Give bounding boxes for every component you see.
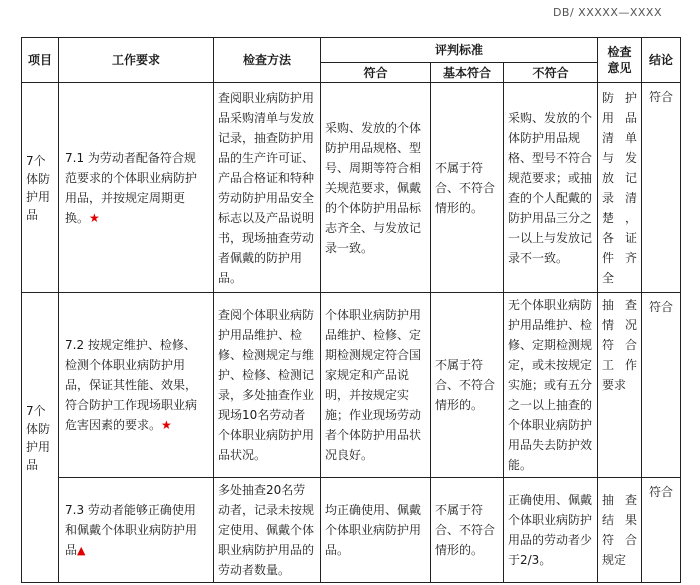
project-cell <box>22 83 59 293</box>
comply-text: 个体职业病防护用品维护、检修、定期检测规定符合国家规定和产品说明，并按规定实施；作业现场劳动者个体防护用品状况良好。 <box>325 308 422 462</box>
header-criteria: 评判标准 <box>321 38 598 63</box>
table-row <box>22 478 681 583</box>
basic-text: 不属于符合、不符合情形的。 <box>435 358 496 412</box>
method-text: 查阅个体职业病防护用品维护、检修、检测规定与维护、检修、检测记录，多处抽查作业现场10名劳动者个体职业病防护用品状况。 <box>218 308 315 462</box>
conclusion-cell <box>642 293 681 478</box>
conclusion-text: 符合 <box>649 90 674 104</box>
requirement-cell <box>59 478 214 583</box>
opinion-cell <box>598 293 642 478</box>
basic-text: 不属于符合、不符合情形的。 <box>435 160 496 215</box>
conclusion-cell <box>642 83 681 293</box>
header-project: 项目 <box>22 38 59 83</box>
opinion-text: 抽查情况符合工作要求 <box>602 298 638 392</box>
header-method: 检查方法 <box>214 38 321 83</box>
header-basic: 基本符合 <box>431 63 504 83</box>
noncomply-cell <box>504 83 598 293</box>
opinion-text: 防护用品清单与发放记录清楚，各证件齐全 <box>602 90 638 285</box>
document-code: DB/ XXXXX—XXXX <box>552 6 662 19</box>
requirement-text: 7.2 按规定维护、检修、检测个体职业病防护用品，保证其性能、效果，符合防护工作现场职业病危害因素的要求。 <box>65 338 198 432</box>
header-opinion: 检查意见 <box>598 38 642 83</box>
opinion-cell <box>598 83 642 293</box>
comply-text: 采购、发放的个体防护用品规格、型号、周期等符合相关规范要求，佩戴的个体防护用品标志齐全、与发放记录一致。 <box>325 120 422 255</box>
conclusion-text: 符合 <box>649 300 674 314</box>
method-text: 多处抽查20名劳动者，记录未按规定使用、佩戴个体职业病防护用品的劳动者数量。 <box>218 483 315 577</box>
table-row <box>22 293 681 478</box>
method-cell <box>214 478 321 583</box>
noncomply-text: 采购、发放的个体防护用品规格、型号不符合规范要求；或抽查的个人配戴的防护用品三分之一以上与发放记录不一致。 <box>508 110 593 265</box>
method-cell <box>214 83 321 293</box>
table-row <box>22 83 681 293</box>
general-item-triangle-icon: ▲ <box>77 543 86 557</box>
noncomply-cell <box>504 293 598 478</box>
noncomply-text: 正确使用、佩戴个体职业病防护用品的劳动者少于2/3。 <box>508 493 593 567</box>
method-cell <box>214 293 321 478</box>
key-item-star-icon: ★ <box>161 418 172 432</box>
key-item-star-icon: ★ <box>89 210 100 225</box>
header-requirement: 工作要求 <box>59 38 214 83</box>
comply-text: 均正确使用、佩戴个体职业病防护用品。 <box>325 503 422 557</box>
comply-cell <box>321 293 431 478</box>
opinion-text: 抽查结果符合规定 <box>602 493 638 567</box>
basic-cell <box>431 83 504 293</box>
requirement-text: 7.3 劳动者能够正确使用和佩戴个体职业病防护用品 <box>65 502 198 557</box>
basic-cell <box>431 478 504 583</box>
requirement-cell <box>59 83 214 293</box>
header-comply: 符合 <box>321 63 431 83</box>
requirement-text: 7.1 为劳动者配备符合规范要求的个体职业病防护用品，并按规定周期更换。 <box>65 150 198 225</box>
project-text: 7个体防护用品 <box>26 403 51 472</box>
conclusion-cell <box>642 478 681 583</box>
basic-cell <box>431 293 504 478</box>
opinion-cell <box>598 478 642 583</box>
project-cell <box>22 293 59 583</box>
comply-cell <box>321 83 431 293</box>
inspection-table <box>21 37 681 583</box>
requirement-cell <box>59 293 214 478</box>
method-text: 查阅职业病防护用品采购清单与发放记录，抽查防护用品的生产许可证、产品合格证和特种劳动防护用品安全标志以及产品说明书，现场抽查劳动者佩戴的防护用品。 <box>218 90 315 285</box>
basic-text: 不属于符合、不符合情形的。 <box>435 503 496 557</box>
noncomply-cell <box>504 478 598 583</box>
project-text: 7个体防护用品 <box>26 153 51 222</box>
noncomply-text: 无个体职业病防护用品维护、检修、定期检测规定，或未按规定实施；或有五分之一以上抽查的个体职业病防护用品失去防护效能。 <box>508 298 593 472</box>
comply-cell <box>321 478 431 583</box>
header-conclusion: 结论 <box>642 38 681 83</box>
header-noncomply: 不符合 <box>504 63 598 83</box>
conclusion-text: 符合 <box>649 485 674 499</box>
